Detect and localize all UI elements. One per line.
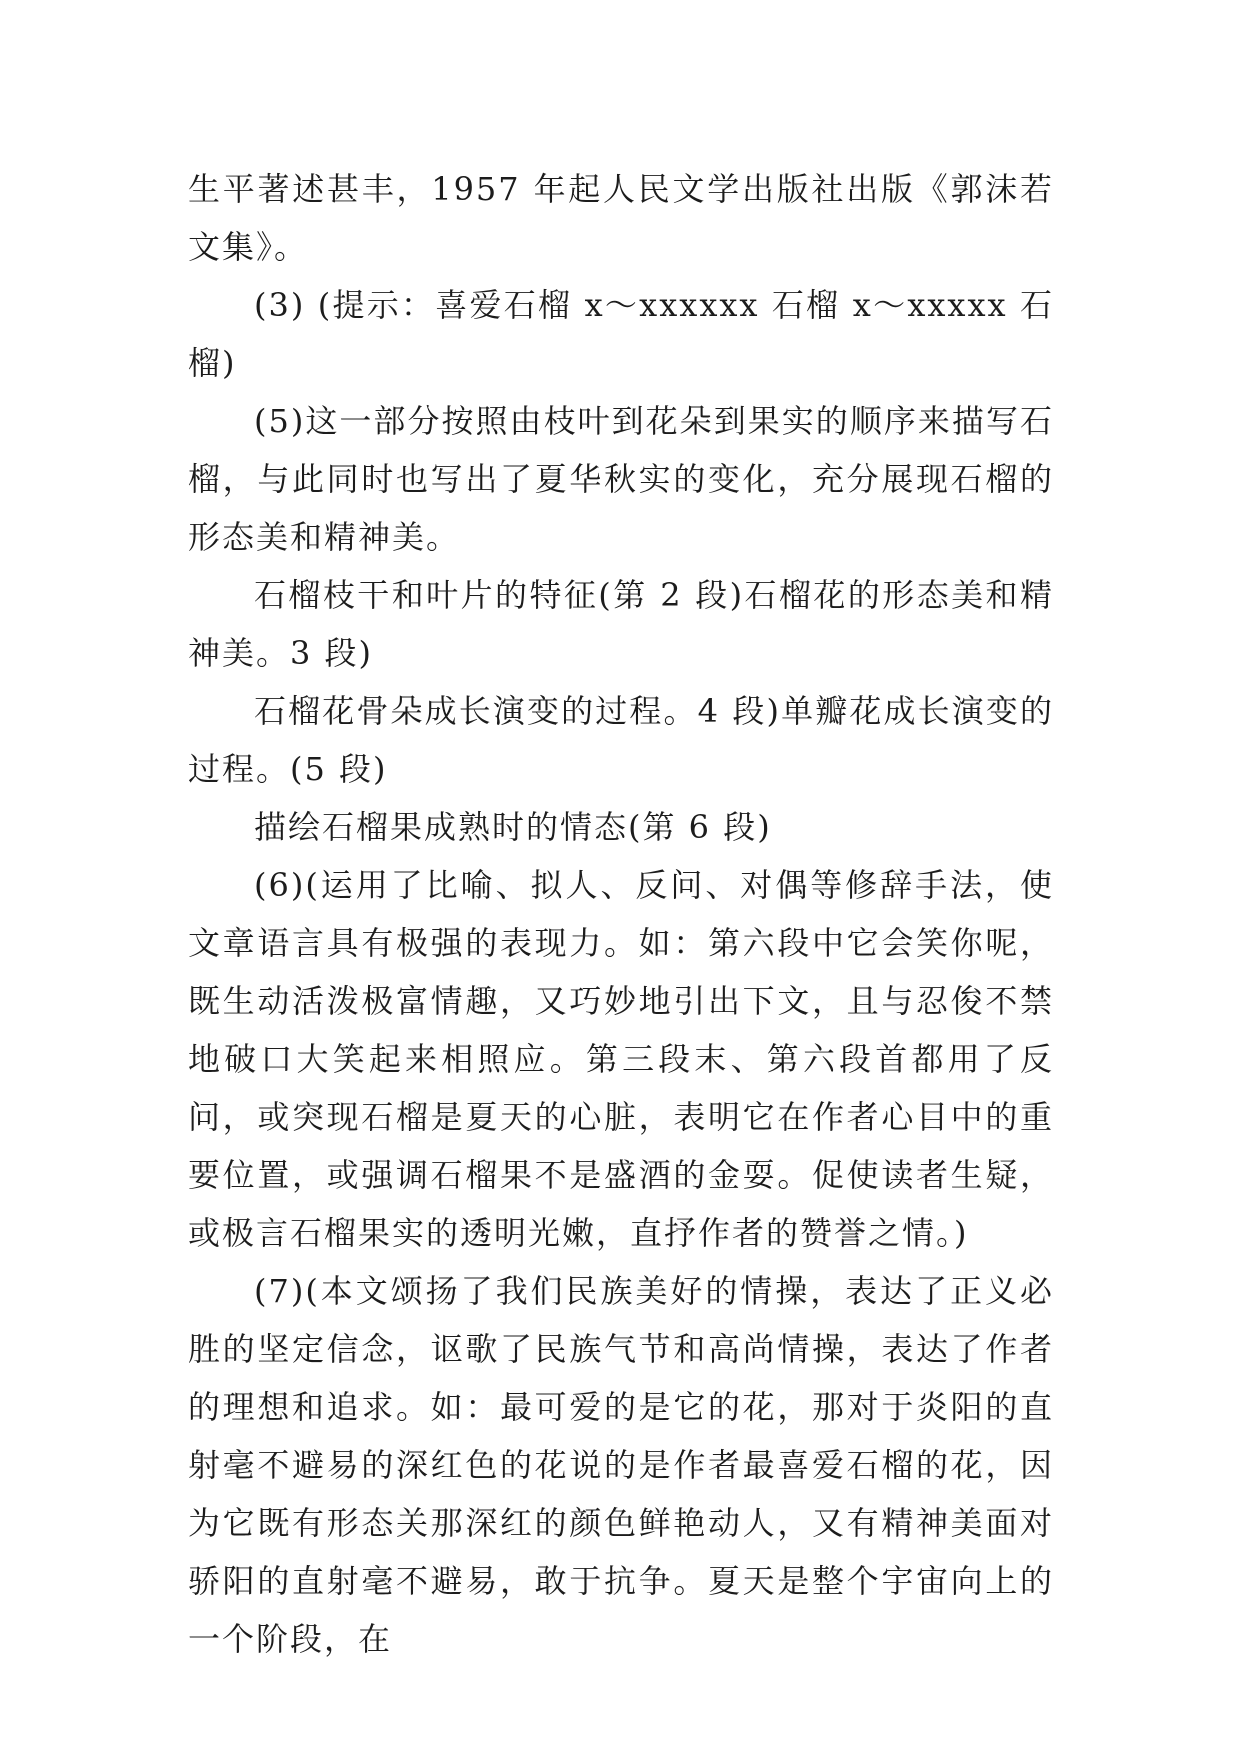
paragraph-author-works: 生平著述甚丰，1957 年起人民文学出版社出版《郭沫若文集》。 bbox=[188, 170, 1054, 266]
paragraph-answer-3: (3) (提示：喜爱石榴 x～xxxxxx 石榴 x～xxxxx 石榴) bbox=[188, 286, 1054, 382]
paragraph-flower-bud: 石榴花骨朵成长演变的过程。4 段)单瓣花成长演变的过程。(5 段) bbox=[188, 692, 1054, 788]
document-body bbox=[188, 160, 1054, 1668]
paragraph-answer-6: (6)(运用了比喻、拟人、反问、对偶等修辞手法，使文章语言具有极强的表现力。如：第六段中它会笑你呢，既生动活泼极富情趣，又巧妙地引出下文，且与忍俊不禁地破口大笑起来相照应。第三段末、第六段首都用了反问，或突现石榴是夏天的心脏，表明它在作者心目中的重要位置，或强调石榴果不是盛酒的金耍。促使读者生疑，或极言石榴果实的透明光嫩，直抒作者的赞誉之情。) bbox=[188, 866, 1054, 1252]
paragraph-branch-leaf: 石榴枝干和叶片的特征(第 2 段)石榴花的形态美和精神美。3 段) bbox=[188, 576, 1054, 672]
paragraph-fruit: 描绘石榴果成熟时的情态(第 6 段) bbox=[254, 808, 772, 846]
paragraph-answer-7: (7)(本文颂扬了我们民族美好的情操，表达了正义必胜的坚定信念，讴歌了民族气节和高尚情操，表达了作者的理想和追求。如：最可爱的是它的花，那对于炎阳的直射毫不避易的深红色的花说的是作者最喜爱石榴的花，因为它既有形态关那深红的颜色鲜艳动人，又有精神美面对骄阳的直射毫不避易，敢于抗争。夏天是整个宇宙向上的一个阶段，在 bbox=[188, 1272, 1054, 1658]
paragraph-answer-5: (5)这一部分按照由枝叶到花朵到果实的顺序来描写石榴，与此同时也写出了夏华秋实的变化，充分展现石榴的形态美和精神美。 bbox=[188, 402, 1054, 556]
